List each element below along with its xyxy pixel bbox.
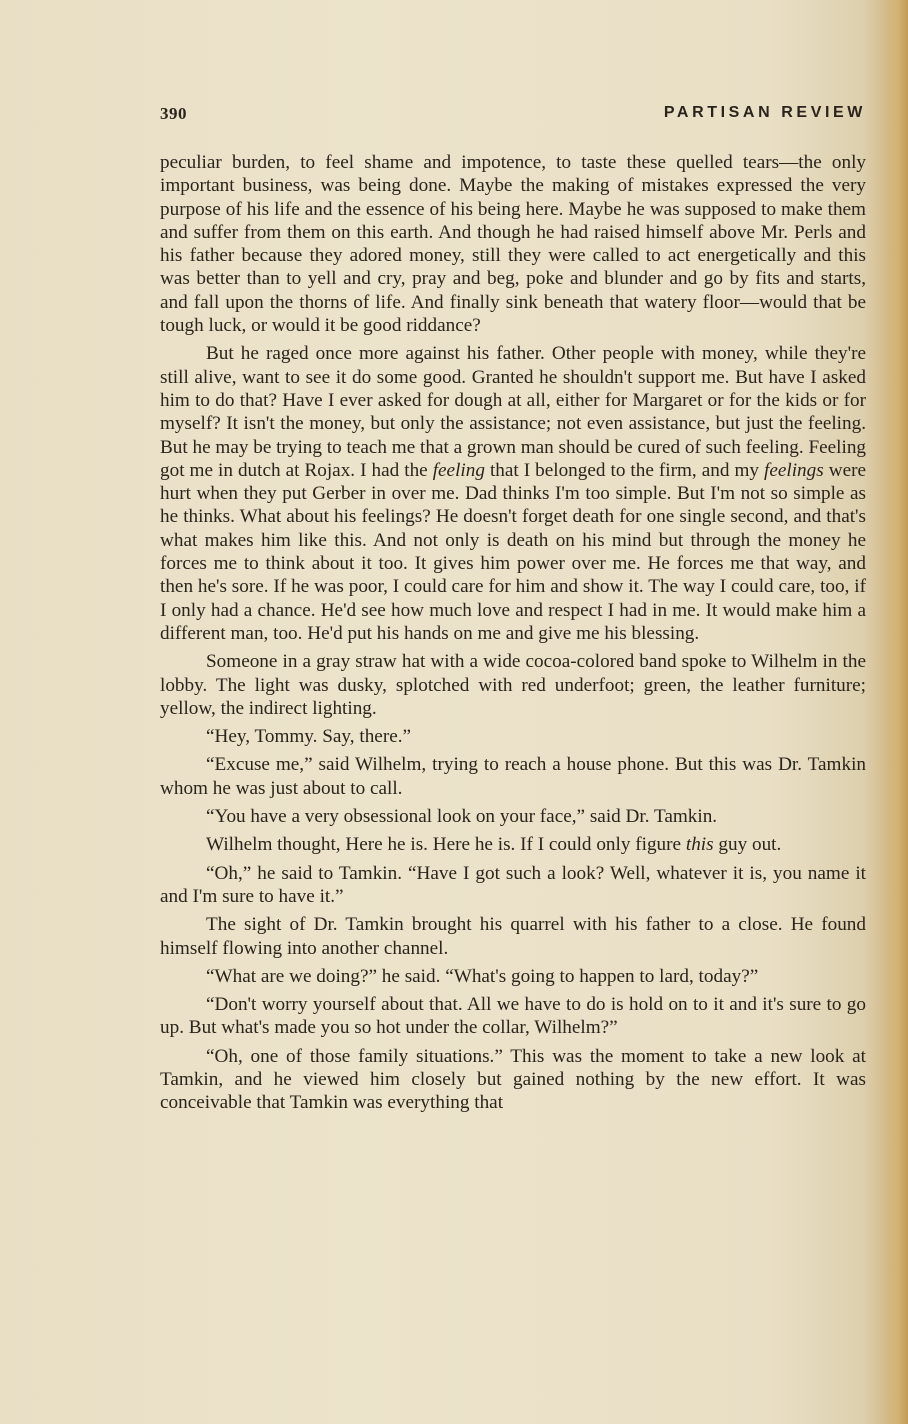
paragraph: “Hey, Tommy. Say, there.” [206, 726, 412, 748]
paragraph: “You have a very obsessional look on your face,” said Dr. Tamkin. [206, 806, 718, 828]
running-head: PARTISAN REVIEW [663, 104, 866, 121]
body-text [160, 151, 866, 1115]
page-number: 390 [160, 104, 187, 123]
paragraph: “Excuse me,” said Wilhelm, trying to reach a house phone. But this was Dr. Tamkin whom he was just about to call. [160, 754, 866, 799]
paragraph: “Oh, one of those family situations.” This was the moment to take a new look at Tamkin, and he viewed him closely but gained nothing by the new effort. It was conceivable that Tamkin was everything that [160, 1045, 866, 1114]
paragraph: But he raged once more against his father. Other people with money, while they're still alive, want to see it do some good. Granted he shouldn't support me. But have I asked him to do that? Have I ever asked for dough at all, either for Margaret or for the kids or for myself? It isn't the money, but only the assistance; not even assistance, but just the feeling. But he may be trying to teach me that a grown man should be cured of such feeling. Feeling got me in dutch at Rojax. I had the feeling that I belonged to the firm, and my feelings were hurt when they put Gerber in over me. Dad thinks I'm too simple. But I'm not so simple as he thinks. What about his feelings? He doesn't forget death for one single second, and that's what makes him like this. And not only is death on his mind but through the money he forces me to think about it too. It gives him power over me. He forces me that way, and then he's sore. If he was poor, I could care for him and show it. The way I could care, too, if I only had a chance. He'd see how much love and respect I had in me. It would make him a different man, too. He'd put his hands on me and give me his blessing. [160, 343, 867, 644]
paragraph: “What are we doing?” he said. “What's going to happen to lard, today?” [206, 965, 759, 987]
paragraph: “Don't worry yourself about that. All we have to do is hold on to it and it's sure to go up. But what's made you so hot under the collar, Wilhelm?” [160, 994, 866, 1039]
paragraph: The sight of Dr. Tamkin brought his quarrel with his father to a close. He found himself flowing into another channel. [160, 914, 866, 959]
page-edge [886, 0, 908, 1424]
paragraph: peculiar burden, to feel shame and impotence, to taste these quelled tears—the only important business, was being done. Maybe the making of mistakes expressed the very purpose of his life and the essence of his being here. Maybe he was supposed to make them and suffer from them on this earth. And though he had raised himself above Mr. Perls and his father because they adored money, still they were called to act energetically and this was better than to yell and cry, pray and beg, poke and blunder and go by fits and starts, and fall upon the thorns of life. And finally sink beneath that watery floor—would that be tough luck, or would it be good riddance? [160, 152, 866, 337]
paragraph: Wilhelm thought, Here he is. Here he is. If I could only figure this guy out. [206, 834, 782, 856]
page-header [160, 104, 866, 128]
paragraph: “Oh,” he said to Tamkin. “Have I got such a look? Well, whatever it is, you name it and I'm sure to have it.” [160, 862, 866, 907]
paragraph: Someone in a gray straw hat with a wide cocoa-colored band spoke to Wilhelm in the lobby. The light was dusky, splotched with red underfoot; green, the leather furniture; yellow, the indirect lighting. [160, 651, 866, 719]
